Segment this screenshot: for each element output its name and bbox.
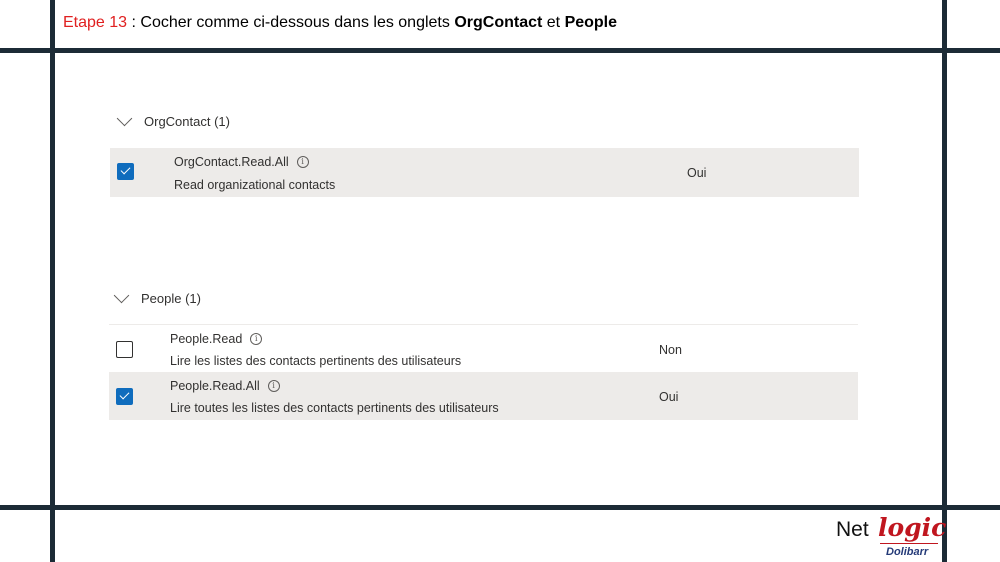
permission-name-wrap	[170, 379, 280, 393]
permission-name: People.Read.All	[170, 379, 260, 393]
frame-line-left	[50, 0, 55, 562]
permission-description: Lire les listes des contacts pertinents des utilisateurs	[170, 354, 462, 368]
permission-name-wrap	[170, 332, 262, 346]
permission-name-wrap	[174, 155, 309, 169]
group-title: OrgContact (1)	[144, 114, 230, 129]
permission-description: Read organizational contacts	[174, 178, 336, 192]
info-icon[interactable]: i	[268, 380, 280, 392]
permission-name: OrgContact.Read.All	[174, 155, 289, 169]
info-icon[interactable]: i	[297, 156, 309, 168]
group-title: People (1)	[141, 291, 201, 306]
step-text-middle: et	[542, 14, 565, 31]
step-bold-orgcontact: OrgContact	[454, 14, 543, 31]
frame-line-right	[942, 0, 947, 562]
frame-line-bottom	[0, 505, 1000, 510]
step-bold-people: People	[564, 14, 618, 31]
logo-underline	[880, 543, 938, 544]
step-instruction	[63, 14, 617, 32]
chevron-down-icon	[114, 287, 130, 303]
permission-checkbox[interactable]	[116, 341, 133, 358]
permission-row-people-read-all[interactable]	[109, 372, 858, 420]
permission-name: People.Read	[170, 332, 243, 346]
frame-line-top	[0, 48, 1000, 53]
logo-net-text: Net	[836, 518, 869, 541]
logo-logic-text: logic	[878, 513, 947, 542]
step-text-before: : Cocher comme ci-dessous dans les onglets	[127, 14, 455, 31]
permission-checkbox[interactable]	[117, 163, 134, 180]
info-icon[interactable]: i	[250, 333, 262, 345]
permission-row-people-read[interactable]	[109, 324, 858, 372]
netlogic-logo	[836, 513, 947, 562]
admin-consent-value: Non	[659, 343, 682, 357]
logo-dolibarr-text: Dolibarr	[886, 546, 929, 558]
admin-consent-value: Oui	[659, 390, 679, 404]
group-header-orgcontact[interactable]	[115, 114, 230, 129]
chevron-down-icon	[117, 110, 133, 126]
group-header-people[interactable]	[112, 291, 201, 306]
permission-checkbox[interactable]	[116, 388, 133, 405]
permission-row-orgcontact-read-all[interactable]	[110, 148, 859, 197]
permission-description: Lire toutes les listes des contacts pertinents des utilisateurs	[170, 401, 499, 415]
step-label: Etape 13	[63, 14, 128, 31]
admin-consent-value: Oui	[687, 166, 707, 180]
